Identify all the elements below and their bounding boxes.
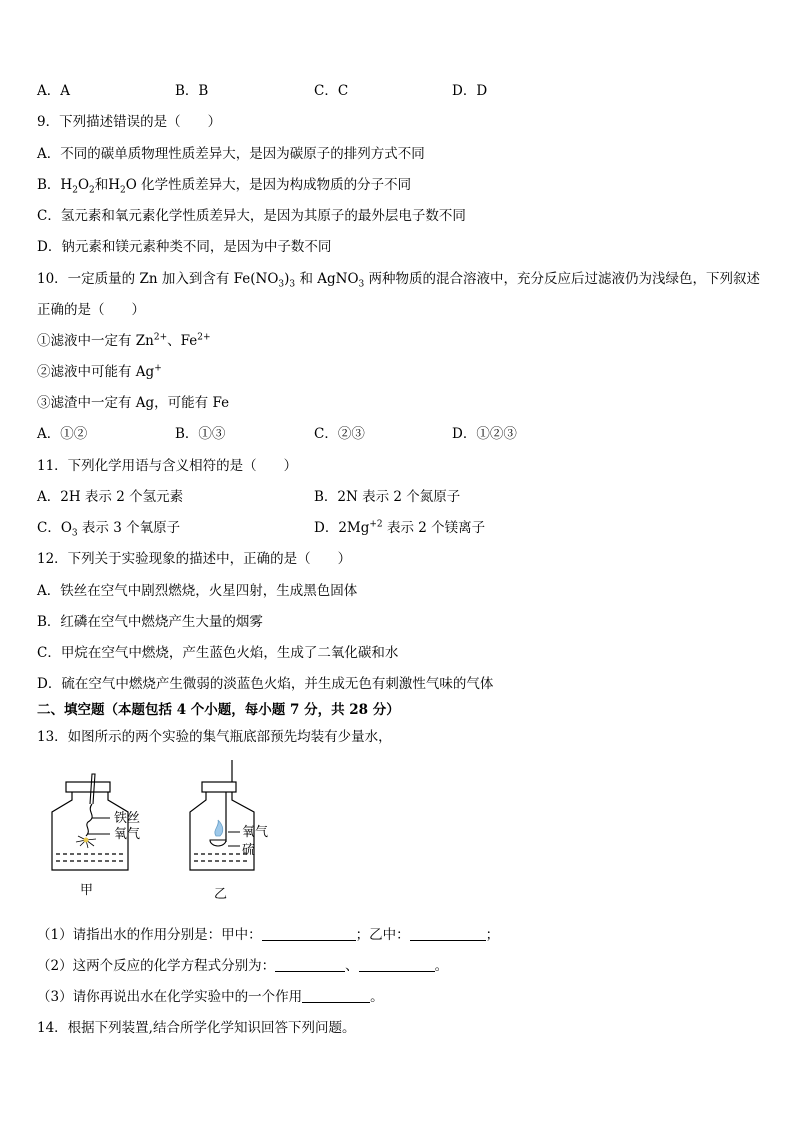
q10-stem-text: ) [284, 271, 290, 287]
flame-icon [84, 838, 89, 843]
q9-stem: 9．下列描述错误的是（ ） [37, 114, 222, 130]
q9-b-text: O [77, 177, 90, 193]
answer-blank[interactable] [302, 989, 370, 1003]
q11-stem: 11．下列化学用语与含义相符的是（ ） [37, 458, 298, 474]
q12-option-c: C．甲烷在空气中燃烧，产生蓝色火焰，生成了二氧化碳和水 [37, 645, 399, 661]
q9-option-a: A．不同的碳单质物理性质差异大，是因为碳原子的排列方式不同 [37, 146, 425, 162]
q12-stem: 12．下列关于实验现象的描述中，正确的是（ ） [37, 551, 352, 567]
label-sulfur: 硫 [242, 843, 256, 858]
q10-stem-sub: 3 [278, 279, 285, 290]
q9-option-c: C．氢元素和氧元素化学性质差异大，是因为其原子的最外层电子数不同 [37, 208, 466, 224]
label-jia: 甲 [80, 883, 94, 898]
q8-option-c: C．C [314, 83, 349, 99]
q9-b-text: O 化学性质差异大，是因为构成物质的分子不同 [125, 177, 412, 193]
q10-stem-line1 [37, 270, 760, 288]
answer-blank[interactable] [410, 927, 486, 941]
answer-blank[interactable] [275, 958, 345, 972]
q9-b-sub: 2 [120, 185, 126, 196]
q10-stem-text: 10．一定质量的 Zn 加入到含有 Fe(NO [37, 271, 279, 287]
q10-s2-text: ②滤液中可能有 Ag [37, 364, 155, 380]
q8-option-b: B．B [175, 83, 209, 99]
answer-blank[interactable] [359, 958, 435, 972]
q13-p2-text: 、 [345, 958, 359, 974]
label-oxygen-yi: 氧气 [242, 825, 269, 840]
q13-stem: 13．如图所示的两个实验的集气瓶底部预先均装有少量水， [37, 729, 392, 745]
q10-s1-text: ①滤液中一定有 Zn [37, 333, 154, 349]
q9-b-text: 和H [94, 177, 121, 193]
q11-d-sup: +2 [369, 519, 383, 530]
q13-p1-text: （1）请指出水的作用分别是：甲中： [37, 927, 262, 943]
q10-statement-2 [37, 363, 162, 381]
q11-option-b: B．2N 表示 2 个氮原子 [314, 489, 461, 505]
q9-b-text: B．H [37, 177, 73, 193]
q13-experiment-figure [48, 760, 308, 910]
q14-stem: 14．根据下列装置,结合所学化学知识回答下列问题。 [37, 1020, 356, 1036]
q13-part-2 [37, 957, 448, 975]
section-heading: 二、填空题（本题包括 4 个小题，每小题 7 分，共 28 分） [37, 702, 400, 718]
q11-c-text: 表示 3 个氧原子 [77, 520, 181, 536]
q13-p1-text: ；乙中： [355, 927, 410, 943]
q10-stem-sub: 3 [358, 279, 365, 290]
q12-option-d: D．硫在空气中燃烧产生微弱的淡蓝色火焰，并生成无色有刺激性气味的气体 [37, 676, 494, 692]
label-oxygen-jia: 氧气 [114, 827, 141, 842]
bottle-jia [52, 782, 128, 870]
q13-p3-text: 。 [370, 989, 384, 1005]
q12-option-b: B．红磷在空气中燃烧产生大量的烟雾 [37, 614, 263, 630]
q10-statement-3: ③滤渣中一定有 Ag，可能有 Fe [37, 395, 230, 411]
label-yi: 乙 [214, 887, 228, 902]
q8-option-a: A．A [37, 83, 70, 99]
q8-option-d: D．D [452, 83, 488, 99]
q11-d-text: D．2Mg [314, 520, 370, 536]
label-iron-wire: 铁丝 [114, 811, 141, 826]
q10-statement-1 [37, 332, 211, 350]
q11-c-text: C．O [37, 520, 72, 536]
q10-stem-sub: 3 [289, 279, 296, 290]
q12-option-a: A．铁丝在空气中剧烈燃烧，火星四射，生成黑色固体 [37, 583, 358, 599]
q9-option-d: D．钠元素和镁元素种类不同，是因为中子数不同 [37, 239, 332, 255]
q9-b-sub: 2 [89, 185, 95, 196]
q13-p3-text: （3）请你再说出水在化学实验中的一个作用 [37, 989, 303, 1005]
q10-s1-sup: 2+ [197, 332, 211, 343]
q10-stem-text: 和 AgNO [295, 271, 359, 287]
q11-option-a: A．2H 表示 2 个氢元素 [37, 489, 184, 505]
q10-option-b: B．①③ [175, 426, 226, 442]
q9-b-sub: 2 [72, 185, 78, 196]
q11-option-d [314, 519, 485, 537]
q13-part-3 [37, 988, 384, 1006]
q13-part-1 [37, 926, 499, 944]
q13-p2-text: （2）这两个反应的化学方程式分别为： [37, 958, 276, 974]
combustion-spoon-icon [210, 840, 226, 846]
q13-p1-text: ； [485, 927, 500, 943]
answer-blank[interactable] [262, 927, 356, 941]
q11-option-c [37, 519, 180, 537]
q11-d-text: 表示 2 个镁离子 [382, 520, 486, 536]
q10-s1-text: 、Fe [167, 333, 198, 349]
q10-s2-sup: + [154, 363, 162, 374]
q9-option-b [37, 176, 411, 194]
q10-stem-line2: 正确的是（ ） [37, 302, 145, 318]
q10-option-d: D．①②③ [452, 426, 517, 442]
q10-option-a: A．①② [37, 426, 88, 442]
q11-c-sub: 3 [71, 528, 78, 539]
q10-stem-text: 两种物质的混合溶液中，充分反应后过滤液仍为浅绿色，下列叙述 [364, 271, 761, 287]
blue-flame-icon [215, 820, 223, 836]
q10-option-c: C．②③ [314, 426, 365, 442]
q13-p2-text: 。 [434, 958, 449, 974]
q10-s1-sup: 2+ [153, 332, 168, 343]
